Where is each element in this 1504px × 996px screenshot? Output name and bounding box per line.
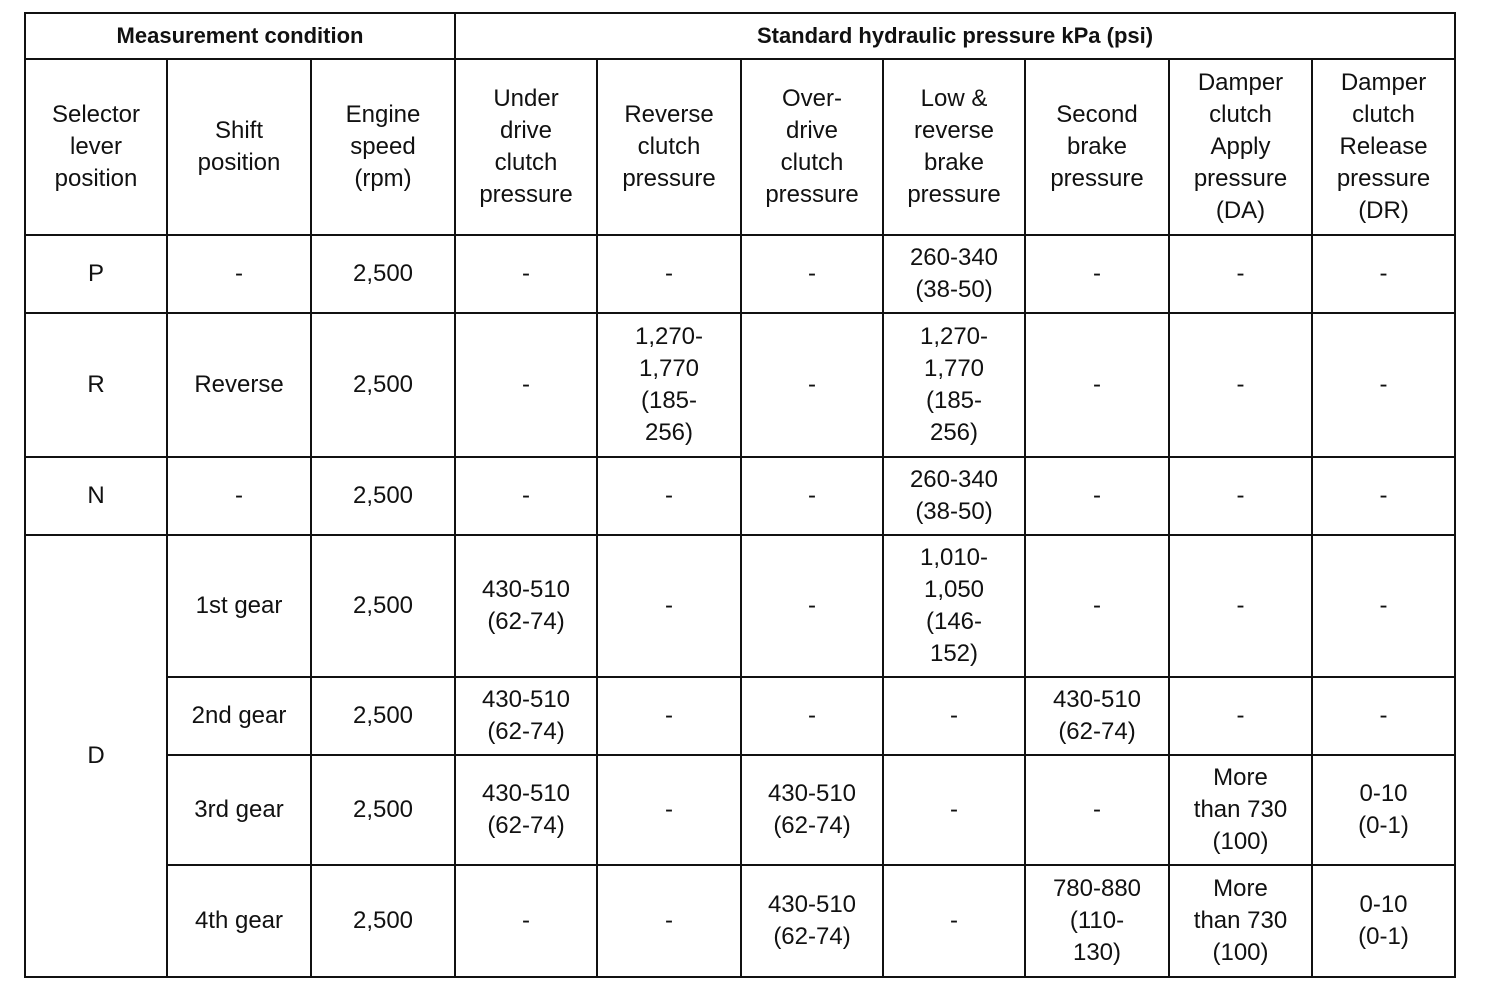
speed-cell: 2,500 (311, 755, 455, 865)
speed-cell: 2,500 (311, 235, 455, 313)
shift-cell: Reverse (167, 313, 311, 457)
column-header-damper-release: Damper clutch Release pressure (DR) (1312, 59, 1455, 235)
shift-cell: 3rd gear (167, 755, 311, 865)
value-cell: More than 730 (100) (1169, 865, 1312, 977)
value-cell: - (1169, 313, 1312, 457)
value-cell: 430-510 (62-74) (455, 677, 597, 755)
table-row (25, 313, 1455, 457)
value-cell: - (1025, 235, 1169, 313)
value-cell: 430-510 (62-74) (455, 535, 597, 677)
value-cell: - (455, 313, 597, 457)
value-cell: - (597, 755, 741, 865)
table-row (25, 677, 1455, 755)
value-cell: - (741, 235, 883, 313)
value-cell: 0-10 (0-1) (1312, 755, 1455, 865)
table-row (25, 755, 1455, 865)
value-cell: - (1169, 457, 1312, 535)
value-cell: 430-510 (62-74) (1025, 677, 1169, 755)
value-cell: 1,270- 1,770 (185- 256) (597, 313, 741, 457)
selector-cell: N (25, 457, 167, 535)
value-cell: - (1025, 755, 1169, 865)
hydraulic-pressure-table (24, 12, 1456, 978)
speed-cell: 2,500 (311, 313, 455, 457)
shift-cell: - (167, 235, 311, 313)
value-cell: 260-340 (38-50) (883, 235, 1025, 313)
value-cell: 430-510 (62-74) (741, 755, 883, 865)
value-cell: 430-510 (62-74) (455, 755, 597, 865)
value-cell: - (597, 235, 741, 313)
value-cell: - (1025, 457, 1169, 535)
value-cell: - (883, 865, 1025, 977)
value-cell: - (1169, 235, 1312, 313)
speed-cell: 2,500 (311, 457, 455, 535)
value-cell: - (455, 235, 597, 313)
value-cell: - (597, 677, 741, 755)
column-header-overdrive: Over- drive clutch pressure (741, 59, 883, 235)
shift-cell: 2nd gear (167, 677, 311, 755)
value-cell: - (741, 313, 883, 457)
value-cell: - (597, 457, 741, 535)
value-cell: - (1312, 535, 1455, 677)
value-cell: - (883, 677, 1025, 755)
table-row (25, 457, 1455, 535)
value-cell: - (1312, 677, 1455, 755)
value-cell: - (1025, 535, 1169, 677)
column-header-selector: Selector lever position (25, 59, 167, 235)
value-cell: - (1312, 457, 1455, 535)
speed-cell: 2,500 (311, 677, 455, 755)
selector-cell: D (25, 535, 167, 977)
selector-cell: P (25, 235, 167, 313)
table-row (25, 235, 1455, 313)
shift-cell: - (167, 457, 311, 535)
group-header-row (25, 13, 1455, 59)
value-cell: - (597, 865, 741, 977)
value-cell: - (1312, 313, 1455, 457)
value-cell: - (741, 535, 883, 677)
table-row (25, 535, 1455, 677)
column-header-row (25, 59, 1455, 235)
column-header-underdrive: Under drive clutch pressure (455, 59, 597, 235)
standard-pressure-header: Standard hydraulic pressure kPa (psi) (455, 13, 1455, 59)
column-header-shift: Shift position (167, 59, 311, 235)
value-cell: - (741, 677, 883, 755)
column-header-damper-apply: Damper clutch Apply pressure (DA) (1169, 59, 1312, 235)
value-cell: - (1312, 235, 1455, 313)
value-cell: 0-10 (0-1) (1312, 865, 1455, 977)
table-row (25, 865, 1455, 977)
value-cell: - (741, 457, 883, 535)
value-cell: 1,010- 1,050 (146- 152) (883, 535, 1025, 677)
selector-cell: R (25, 313, 167, 457)
column-header-engine-speed: Engine speed (rpm) (311, 59, 455, 235)
column-header-second-brake: Second brake pressure (1025, 59, 1169, 235)
value-cell: More than 730 (100) (1169, 755, 1312, 865)
shift-cell: 1st gear (167, 535, 311, 677)
value-cell: 1,270- 1,770 (185- 256) (883, 313, 1025, 457)
speed-cell: 2,500 (311, 865, 455, 977)
value-cell: 430-510 (62-74) (741, 865, 883, 977)
column-header-low-reverse: Low & reverse brake pressure (883, 59, 1025, 235)
value-cell: - (597, 535, 741, 677)
value-cell: - (1169, 535, 1312, 677)
value-cell: - (1169, 677, 1312, 755)
value-cell: - (455, 865, 597, 977)
value-cell: - (455, 457, 597, 535)
measurement-condition-header: Measurement condition (25, 13, 455, 59)
shift-cell: 4th gear (167, 865, 311, 977)
value-cell: - (883, 755, 1025, 865)
column-header-reverse: Reverse clutch pressure (597, 59, 741, 235)
speed-cell: 2,500 (311, 535, 455, 677)
value-cell: - (1025, 313, 1169, 457)
value-cell: 780-880 (110- 130) (1025, 865, 1169, 977)
value-cell: 260-340 (38-50) (883, 457, 1025, 535)
